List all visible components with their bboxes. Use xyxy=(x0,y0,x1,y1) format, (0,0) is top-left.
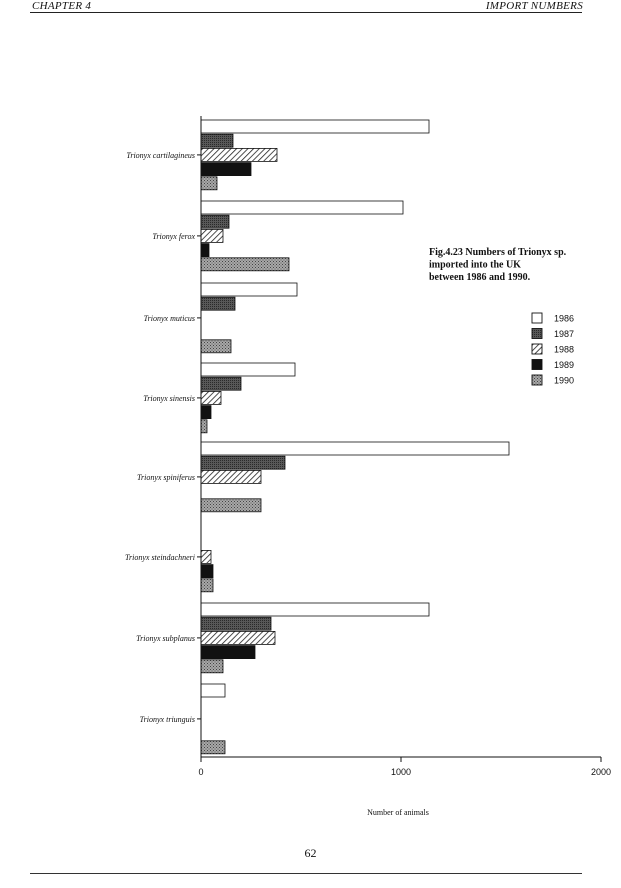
bar-trionyx-sinensis-1989 xyxy=(201,406,211,419)
chart-title-line-1: Fig.4.23 Numbers of Trionyx sp. xyxy=(429,247,567,258)
bar-trionyx-steindachneri-1988 xyxy=(201,550,211,563)
page-number: 62 xyxy=(304,846,317,860)
bar-trionyx-ferox-1986 xyxy=(201,201,403,214)
legend-label-1989: 1989 xyxy=(554,360,575,370)
category-label-trionyx-sinensis: Trionyx sinensis xyxy=(143,393,195,403)
bar-trionyx-muticus-1990 xyxy=(201,340,231,353)
bar-trionyx-sinensis-1986 xyxy=(201,363,295,376)
bar-trionyx-cartilagineus-1988 xyxy=(201,148,277,161)
bar-trionyx-ferox-1989 xyxy=(201,244,209,257)
bar-trionyx-subplanus-1990 xyxy=(201,660,223,673)
legend-swatch-1989 xyxy=(532,360,542,370)
x-tick-label: 0 xyxy=(198,767,204,777)
chart-title-line-2: imported into the UK xyxy=(429,259,521,271)
legend-label-1988: 1988 xyxy=(554,344,575,355)
bar-trionyx-subplanus-1986 xyxy=(201,603,429,616)
legend-swatch-1988 xyxy=(532,344,542,354)
bar-trionyx-subplanus-1988 xyxy=(201,631,275,644)
bar-trionyx-steindachneri-1989 xyxy=(201,565,213,578)
chart-title-line-3: between 1986 and 1990. xyxy=(429,272,531,283)
x-tick-label: 2000 xyxy=(590,767,612,777)
legend-swatch-1990 xyxy=(532,375,542,385)
bar-trionyx-ferox-1988 xyxy=(201,229,223,242)
chapter-header: CHAPTER 4 xyxy=(32,0,92,12)
legend-label-1986: 1986 xyxy=(554,313,575,324)
bar-trionyx-muticus-1987 xyxy=(201,297,235,310)
section-header: IMPORT NUMBERS xyxy=(485,0,583,12)
bar-trionyx-cartilagineus-1989 xyxy=(201,163,251,176)
legend-swatch-1987 xyxy=(532,329,542,339)
legend-label-1987: 1987 xyxy=(554,329,575,339)
bar-trionyx-spiniferus-1986 xyxy=(201,442,509,455)
bar-trionyx-triunguis-1986 xyxy=(201,684,225,697)
bar-trionyx-ferox-1990 xyxy=(201,258,289,271)
category-label-trionyx-subplanus: Trionyx subplanus xyxy=(136,633,195,643)
legend-label-1990: 1990 xyxy=(554,375,575,386)
bar-trionyx-sinensis-1988 xyxy=(201,391,221,404)
x-tick-label: 1000 xyxy=(390,767,412,777)
x-axis-label: Number of animals xyxy=(367,808,429,817)
bar-trionyx-ferox-1987 xyxy=(201,215,229,228)
bar-trionyx-cartilagineus-1987 xyxy=(201,134,233,147)
category-label-trionyx-muticus: Trionyx muticus xyxy=(143,313,195,323)
footer-rule xyxy=(30,873,582,874)
bar-trionyx-subplanus-1987 xyxy=(201,617,271,630)
bar-trionyx-cartilagineus-1986 xyxy=(201,120,429,133)
legend-swatch-1986 xyxy=(532,313,542,323)
category-label-trionyx-steindachneri: Trionyx steindachneri xyxy=(125,552,195,562)
bar-trionyx-spiniferus-1987 xyxy=(201,456,285,469)
category-label-trionyx-ferox: Trionyx ferox xyxy=(152,231,195,241)
bar-trionyx-subplanus-1989 xyxy=(201,646,255,659)
bar-trionyx-sinensis-1987 xyxy=(201,377,241,390)
bar-trionyx-triunguis-1990 xyxy=(201,741,225,754)
bar-trionyx-cartilagineus-1990 xyxy=(201,177,217,190)
category-label-trionyx-triunguis: Trionyx triunguis xyxy=(139,714,195,724)
category-label-trionyx-spiniferus: Trionyx spiniferus xyxy=(136,472,195,482)
category-label-trionyx-cartilagineus: Trionyx cartilagineus xyxy=(126,150,195,160)
bar-trionyx-steindachneri-1990 xyxy=(201,579,213,592)
bar-trionyx-spiniferus-1988 xyxy=(201,470,261,483)
bar-trionyx-muticus-1986 xyxy=(201,283,297,296)
bar-trionyx-spiniferus-1990 xyxy=(201,499,261,512)
bar-trionyx-sinensis-1990 xyxy=(201,420,207,433)
